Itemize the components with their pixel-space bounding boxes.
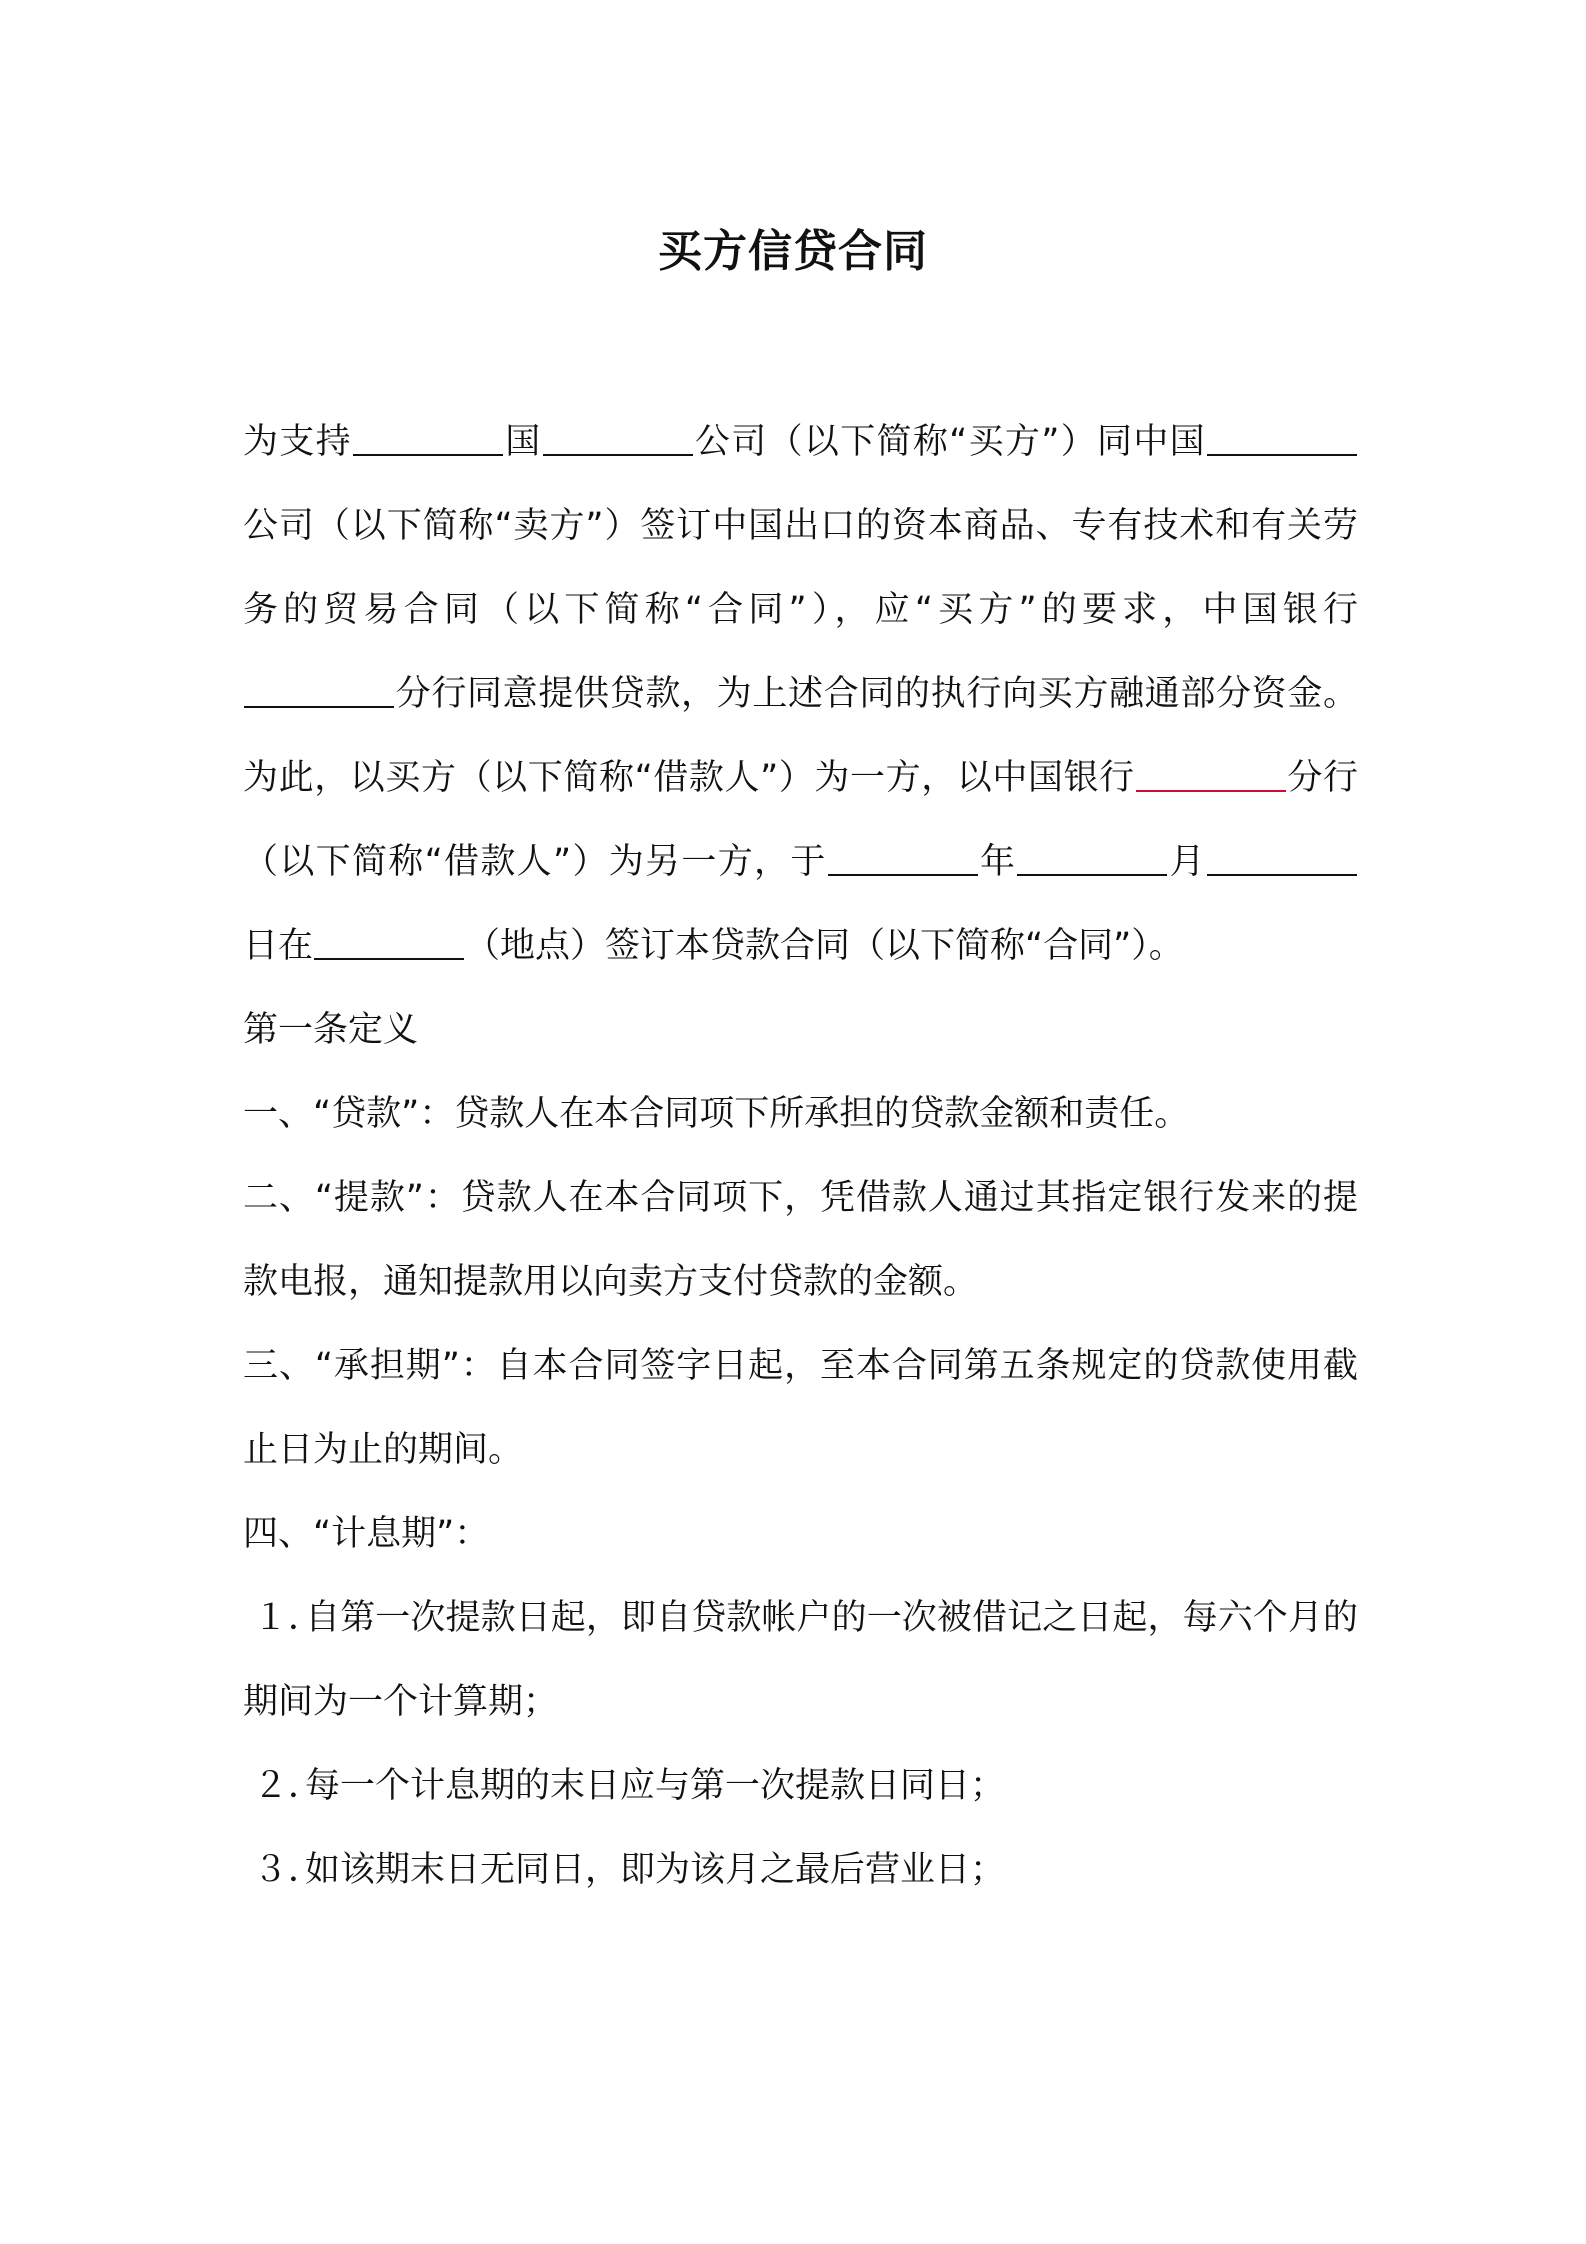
document-title: 买方信贷合同	[658, 226, 928, 277]
intro-text-10: （地点）签订本贷款合同（以下简称“合同”）。	[465, 926, 1184, 966]
item-text: 如该期末日无同日，即为该月之最后营业日；	[305, 1850, 1006, 1890]
interest-period-item-3	[243, 1828, 1358, 1912]
intro-text-1: 为支持	[243, 422, 352, 462]
definition-drawdown: 二、“提款”：贷款人在本合同项下，凭借款人通过其指定银行发来的提款电报，通知提款用以向卖方支付贷款的金额。	[243, 1178, 1358, 1302]
blank-lender-branch[interactable]	[1136, 754, 1286, 792]
intro-text-5: 分行同意提供贷款，为上述合同的执行向买方融通部分资金。为此，以买方（以下简称“借款人”）为一方，以中国银行	[243, 674, 1358, 798]
blank-location[interactable]	[314, 922, 464, 960]
intro-text-9: 日在	[243, 926, 314, 966]
item-text: 自第一次提款日起，即自贷款帐户的一次被借记之日起，每六个月的期间为一个计算期；	[243, 1598, 1358, 1722]
intro-text-3: 公司（以下简称“买方”）同中国	[693, 422, 1206, 462]
intro-text-7: 年	[978, 842, 1017, 882]
document-body	[243, 400, 1358, 1912]
item-number: １．	[253, 1598, 324, 1638]
blank-country[interactable]	[353, 418, 503, 456]
intro-paragraph	[243, 400, 1358, 988]
blank-seller-company[interactable]	[1207, 418, 1357, 456]
intro-text-8: 月	[1168, 842, 1206, 882]
intro-text-2: 国	[503, 422, 542, 462]
item-text: 每一个计息期的末日应与第一次提款日同日；	[305, 1766, 1006, 1806]
blank-year[interactable]	[828, 838, 978, 876]
interest-period-item-2	[243, 1744, 1358, 1828]
article1-heading: 第一条定义	[243, 1010, 419, 1050]
definition-commitment-period: 三、“承担期”：自本合同签字日起，至本合同第五条规定的贷款使用截止日为止的期间。	[243, 1346, 1358, 1470]
item-number: ３．	[253, 1850, 324, 1890]
intro-text-4: 公司（以下简称“卖方”）签订中国出口的资本商品、专有技术和有关劳务的贸易合同（以下简称“合同”），应“买方”的要求，中国银行	[243, 506, 1358, 630]
definition-interest-period: 四、“计息期”：	[243, 1514, 490, 1554]
definition-loan: 一、“贷款”：贷款人在本合同项下所承担的贷款金额和责任。	[243, 1094, 1190, 1134]
blank-bank-branch[interactable]	[244, 670, 394, 708]
item-number: ２．	[253, 1766, 324, 1806]
blank-day[interactable]	[1207, 838, 1357, 876]
blank-buyer-company[interactable]	[543, 418, 693, 456]
blank-month[interactable]	[1017, 838, 1167, 876]
intro-text-6: 分行（以下简称“借款人”）为另一方，于	[243, 758, 1358, 882]
interest-period-item-1	[243, 1576, 1358, 1744]
